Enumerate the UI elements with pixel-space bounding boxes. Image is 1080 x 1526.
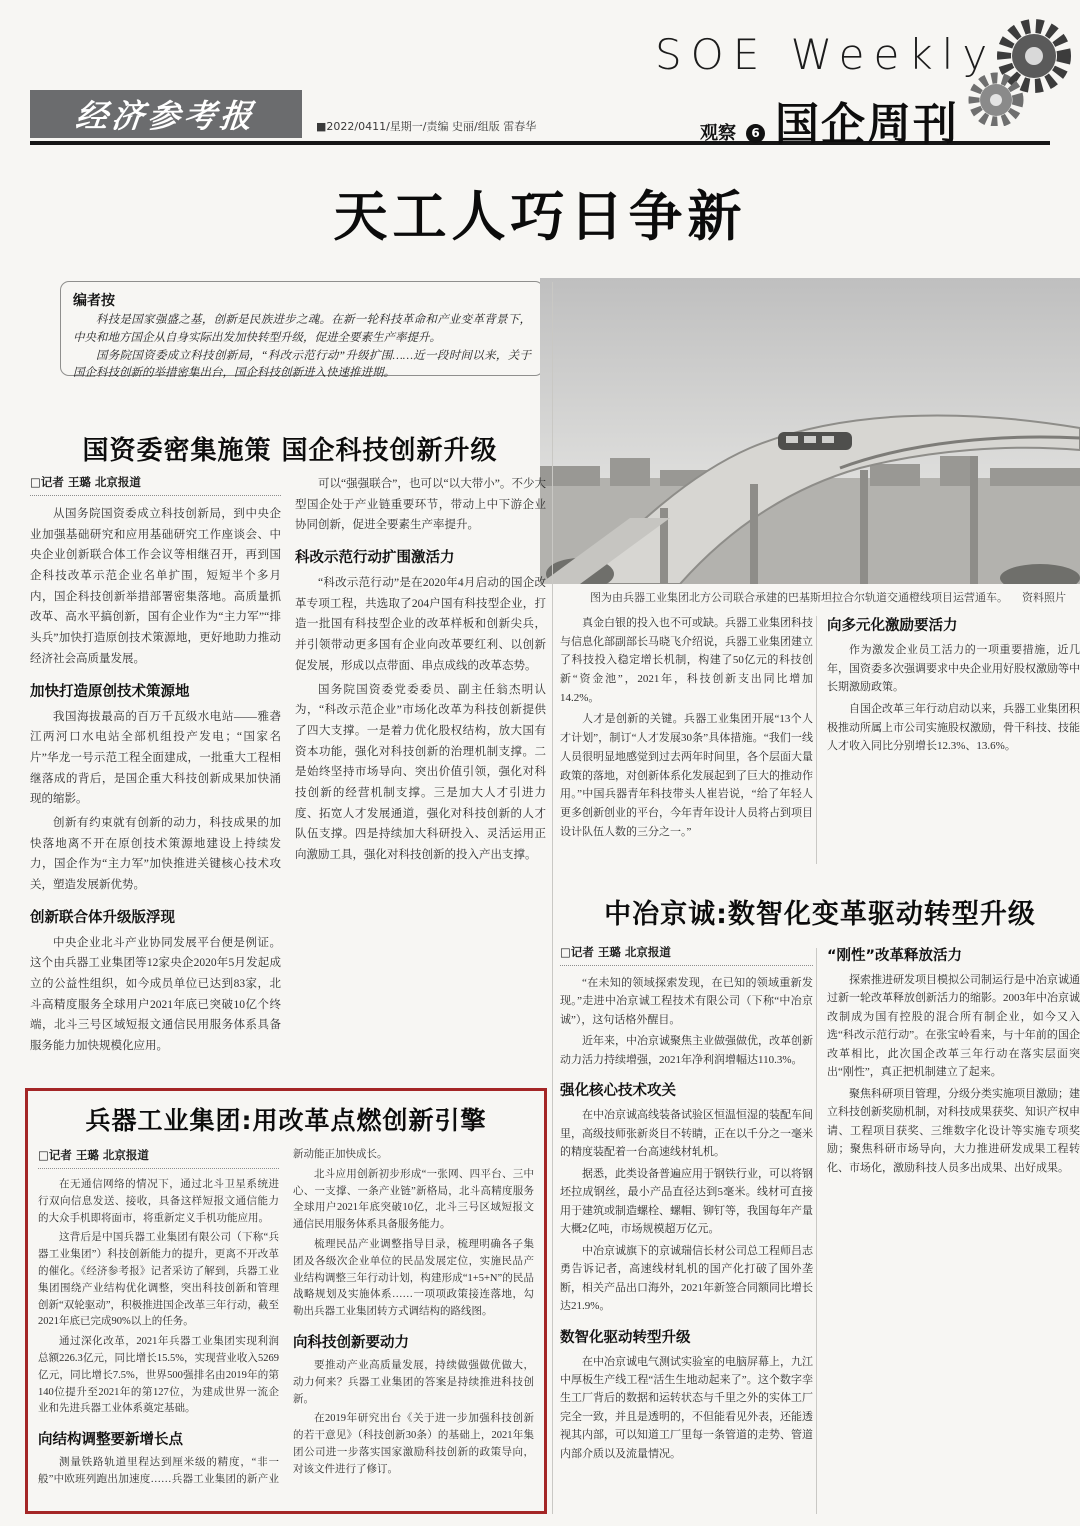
paragraph: 据悉，此类设备普遍应用于钢铁行业，可以将钢坯拉成钢丝，最小产品直径达到5毫米。线材可直接用于建筑或制造螺栓、螺帽、铆钉等，我国每年产量大概2亿吨，市场规模超万亿元。: [560, 1167, 813, 1236]
paragraph: 在中冶京诚高线装备试验区恒温恒湿的装配车间里，高级技师张新炎目不转睛，正在以千分之一毫米的精度装配着一台高速线材轧机。: [560, 1109, 813, 1159]
section-title-english: SOE Weekly: [655, 30, 997, 79]
section-label: 观察: [700, 123, 736, 144]
subheading: 创新联合体升级版浮现: [30, 909, 175, 926]
newspaper-logo: [30, 90, 302, 138]
column-divider: [552, 282, 553, 1514]
dateline: ■2022/0411/星期一/责编 史丽/组版 雷春华: [316, 120, 537, 133]
paragraph: 创新有约束就有创新的动力，科技成果的加快落地离不开在原创技术策源地建设上持续发力，国企作为“主力军”加快推进关键核心技术攻关，塑造发展新优势。: [30, 816, 281, 891]
subheading: 科改示范行动扩围激活力: [295, 550, 455, 567]
paragraph: 国务院国资委党委委员、副主任翁杰明认为，“科改示范企业”市场化改革为科技创新提供了四大支撑。一是着力优化股权结构，放大国有资本功能，强化对科技创新的治理机制支撑。二是始终坚持市场导向、突出价值引领，强化对科技创新的经营机制支撑。三是加大人才引进力度、拓宽人才发展通道，强化对科技创新的人才队伍支撑。四是持续加大科研投入、灵活运用正向激励工具，强化对科技创新的投入产出支撑。: [295, 683, 546, 861]
subheading: 向结构调整要新增长点: [38, 1432, 183, 1449]
subheading: 向多元化激励要活力: [827, 618, 958, 634]
paragraph: 要推动产业高质量发展，持续做强做优做大，动力何来？兵器工业集团的答案是持续推进科技创新。: [293, 1359, 534, 1405]
paragraph: 自国企改革三年行动启动以来，兵器工业集团积极推动所属上市公司实施股权激励，骨干科技、技能人才收入同比分别增长12.3%、13.6%。: [827, 703, 1080, 753]
paragraph: 测量铁路轨道里程达到厘米级的精度，“非一般”中欧班列跑出加速度……兵器工业集团的新产业新动能正加快成长。: [38, 1149, 388, 1485]
paragraph: 这背后是中国兵器工业集团有限公司（下称“兵器工业集团”）科技创新能力的提升，更离不开改革的催化。《经济参考报》记者采访了解到，兵器工业集团围绕产业结构优化调整，突出科技创新和管理创新“双轮驱动”，积极推进国企改革三年行动，截至2021年底已完成90%以上的任务。: [38, 1232, 279, 1328]
editor-note-box: [60, 281, 544, 380]
paragraph: 聚焦科研项目管理，分级分类实施项目激励；建立科技创新奖励机制，对科技成果获奖、知识产权申请、工程项目获奖、三维数字化设计等实施专项奖励；聚焦科研市场导向，大力推进研发成果工程转化、市场化，激励科技人员多出成果、出好成果。: [827, 1087, 1080, 1174]
paragraph: 梳理民品产业调整指导目录，梳理明确各子集团及各级次企业单位的民品发展定位，实施民品产业结构调整三年行动计划，构建形成“1+5+N”的民品战略规划及实施体系……一项项政策接连落地，勾勒出兵器工业集团转方式调结构的路线图。: [293, 1238, 534, 1318]
subheading: 加快打造原创技术策源地: [30, 683, 190, 700]
highlight-box-bingqi: [25, 1088, 547, 1514]
byline: □记者 王璐 北京报道: [30, 474, 281, 496]
photo-credit: 资料照片: [1022, 592, 1066, 604]
article-headline-zhongye: 中冶京诚:数智化变革驱动转型升级: [604, 899, 1036, 930]
subheading: 向科技创新要动力: [293, 1334, 409, 1351]
paragraph: 在中冶京诚电气测试实验室的电脑屏幕上，九江中厚板生产线工程“活生生地动起来了”。这个数字孪生工厂背后的数据和运转状态与千里之外的实体工厂完全一致，并且是透明的，不但能看见外表，还能透视其内部，可以知道工厂里每一条管道的走势、管道内部介质以及流量情况。: [560, 1355, 813, 1460]
lead-photo: [540, 278, 1080, 584]
paragraph: 北斗应用创新初步形成“一张网、四平台、三中心、一支撑、一条产业链”新格局，北斗高精度服务全球用户2021年底突破10亿，北斗三号区域短报文通信民用服务体系具备服务能力。: [293, 1168, 534, 1231]
paragraph: 真金白银的投入也不可或缺。兵器工业集团科技与信息化部副部长马晓飞介绍说，兵器工业集团建立了科技投入稳定增长机制，构建了50亿元的科技创新“资金池”，2021年，科技创新支出同比增加14.2%。: [560, 617, 813, 704]
subheading: “刚性”改革释放活力: [827, 948, 963, 964]
paragraph: “在未知的领域探索发现，在已知的领域重新发现。”走进中冶京诚工程技术有限公司（下称“中冶京诚”），这句话格外醒目。: [560, 977, 813, 1026]
newspaper-name: 经济参考报: [73, 97, 258, 135]
paragraph: 在2019年研究出台《关于进一步加强科技创新的若干意见》（科技创新30条）的基础上，2021年集团公司进一步落实国家激励科技创新的政策导向，对该文件进行了修订。: [293, 1413, 534, 1475]
paragraph: 中央企业北斗产业协同发展平台便是例证。这个由兵器工业集团等12家央企2020年5月发起成立的公益性组织，如今成员单位已达到83家，北斗高精度服务全球用户2021年底已突破10亿个终端，北斗三号区域短报文通信民用服务体系具备服务能力加快规模化应用。: [30, 936, 281, 1053]
byline: □记者 王璐 北京报道: [38, 1147, 279, 1169]
editor-note-label: 编者按: [73, 293, 115, 309]
subheading: 强化核心技术攻关: [560, 1083, 676, 1100]
article-body-zhongye: [560, 944, 1080, 1522]
gears-image: [962, 18, 1074, 126]
paragraph: 从国务院国资委成立科技创新局，到中央企业加强基础研究和应用基础研究工作座谈会、中央企业创新联合体工作会议等相继召开，再到国企科技改革示范企业名单扩围，短短半个多月内，国企科技创新举措部署密集落地。高质量抓改革、高水平搞创新，国有企业作为“主力军”“排头兵”加快打造原创技术策源地，更好地助力推动经济社会高质量发展。: [30, 508, 281, 665]
paragraph: 人才是创新的关键。兵器工业集团开展“13个人才计划”，制订“人才发展30条”具体措施。“我们一线人员很明显地感觉到过去两年时间里，各个层面大量政策的落地，对创新体系化发展起到了巨大的推动作用。”中国兵器青年科技带头人崔岩说，“给了年轻人更多创新创业的平台，今年青年设计人员将占到项目设计队伍人数的三分之一。”: [560, 713, 813, 838]
paragraph: 探索推进研发项目模拟公司制运行是中冶京诚通过新一轮改革释放创新活力的缩影。2003年中冶京诚改制成为国有控股的混合所有制企业，如今又入选“科改示范行动”。在张宝岭看来，与十年前的国企改革相比，此次国企改革三年行动在落实层面突出“刚性”，真正把机制建立了起来。: [827, 974, 1080, 1079]
article-body-guoziwei: [30, 474, 546, 1082]
section-title-chinese: 国企周刊: [775, 99, 959, 150]
page-main-headline: 天工人巧日争新: [333, 185, 747, 248]
paragraph: 通过深化改革，2021年兵器工业集团实现利润总额226.3亿元，同比增长15.5%，实现营业收入5269亿元，同比增长7.5%，世界500强排名由2019年的第140位提升至2021年的第127位，为建成世界一流企业和先进兵器工业体系奠定基础。: [38, 1336, 279, 1415]
paragraph: 近年来，中冶京诚聚焦主业做强做优，改革创新动力活力持续增强，2021年净利润增幅达110.3%。: [560, 1035, 813, 1066]
paragraph: 作为激发企业员工活力的一项重要措施，近几年，国资委多次强调要求中央企业用好股权激励等中长期激励政策。: [827, 644, 1080, 694]
article-headline-guoziwei: 国资委密集施策 国企科技创新升级: [82, 436, 498, 466]
subheading: 数智化驱动转型升级: [560, 1329, 691, 1346]
paragraph: 可以“强强联合”，也可以“以大带小”。不少大型国企处于产业链重要环节，带动上中下游企业协同创新，促进全要素生产率提升。: [295, 478, 546, 532]
paragraph: 我国海拔最高的百万千瓦级水电站——雅砻江两河口水电站全部机组投产发电；“国家名片”华龙一号示范工程全面建成，一批重大工程相继落成的背后，是国企重大科技创新成果加快涌现的缩影。: [30, 710, 281, 806]
article-body-bingqi-continued: [560, 614, 1080, 866]
byline: □记者 王璐 北京报道: [560, 944, 813, 966]
paragraph: “科改示范行动”是在2020年4月启动的国企改革专项工程，共选取了204户国有科技型企业，打造一批国有科技型企业的改革样板和创新尖兵，并引领带动更多国有企业向改革要红利、以创新促发展，形成以点带面、串点成线的改革态势。: [295, 577, 546, 672]
editor-note-paragraph: 国务院国资委成立科技创新局，“科改示范行动”升级扩围……近一段时间以来，关于国企科技创新的举措密集出台，国企科技创新进入快速推进期。: [73, 349, 531, 380]
article-body-bingqi: [38, 1147, 534, 1493]
editor-note-paragraph: 科技是国家强盛之基，创新是民族进步之魂。在新一轮科技革命和产业变革背景下，中央和地方国企从自身实际出发加快转型升级，促进全要素生产率提升。: [73, 314, 531, 344]
article-headline-bingqi: 兵器工业集团:用改革点燃创新引擎: [85, 1106, 487, 1135]
paragraph: 在无通信网络的情况下，通过北斗卫星系统进行双向信息发送、接收，具备这样短报文通信能力的大众手机即将面市，将重新定义手机功能应用。: [38, 1179, 279, 1224]
paragraph: 中冶京诚旗下的京诚瑞信长材公司总工程师吕志勇告诉记者，高速线材轧机的国产化打破了国外垄断，相关产品出口海外，2021年新签合同额同比增长达21.9%。: [560, 1244, 813, 1313]
photo-caption: 图为由兵器工业集团北方公司联合承建的巴基斯坦拉合尔轨道交通橙线项目运营通车。 资料照片: [590, 592, 1066, 604]
page-number-badge: 6: [746, 124, 765, 143]
